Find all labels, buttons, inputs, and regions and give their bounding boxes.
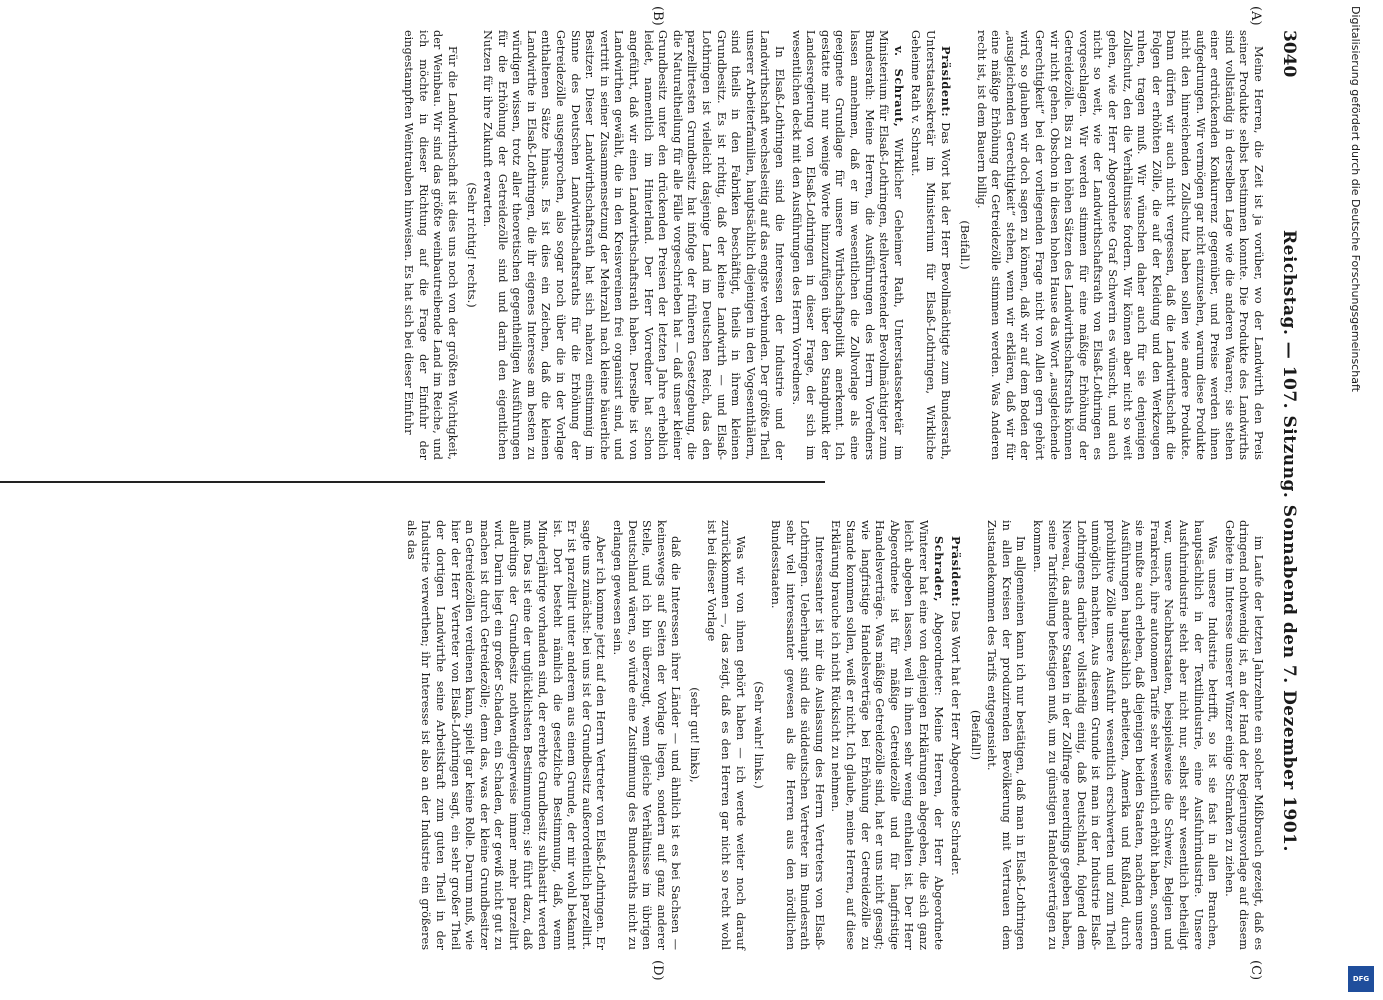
paragraph: Meine Herren, die Zeit ist ja vorüber, wo der Landwirth den Preis seiner Produkte selbst bestimmen konnte. Die Produkte des Landwirths sind vollständig in derselben Lage wie die anderen Waaren; sie stehen einer erdrückenden Konkurrenz gegenüber, und Preise werden ihnen aufgedrungen. Wir vermögen gar nicht einzusehen, warum diese Produkte nicht den hinreichenden Zollschutz haben sollen wie andere Produkte. Dann dürfen wir auch nicht vergessen, daß die Landwirthschaft die Folgen der erhöhten Zölle, die auf der Kleidung und den Werkzeugen ruhen, tragen muß. Wir wünschen daher auch für sie denjenigen Zollschutz, den die Verhältnisse fordern. Wir können aber nicht so weit gehen, wie der Herr Abgeordnete Graf Schwerin es wünscht, und auch nicht so weit, wie der Landwirthschaftsrath von Elsaß-Lothringen es vorgeschlagen. Wir werden stimmen für eine mäßige Erhöhung der Getreidezölle. Bis zu den höhen Sätzen des Landwirthschaftsraths können wir nicht gehen. Obschon in diesen hohen Hause das Wort „ausgleichende Gerechtigkeit“ bei der vorliegenden Frage nicht von Allen gern gehört wird, so glauben wir doch sagen zu können, daß wir auf dem Boden der „ausgleichenden Gerechtigkeit“ stehen, wenn wir erklären, daß wir für eine mäßige Erhöhung der Getreidezölle stimmen werden. Was Anderen recht ist, ist dem Bauern billig. [974, 30, 1265, 460]
dfg-logo: DFG [1348, 966, 1374, 992]
paragraph [828, 520, 946, 950]
speech-text: Abgeordneter: Meine Herren, der Herr Abgeordnete Winterer hat eine von denjenigen Erklärungen abgegeben, die sich ganz leicht abgeben lassen, weil in ihnen sehr wenig enthalten ist. Der Herr Abgeordnete ist für mäßige Getreidezölle und für langfristige Handelsverträge. Was mäßige Getreidezölle sind, hat er uns nicht gesagt; wie langfristige Handelsverträge bei Erhöhung der Getreidezölle zu Stande kommen sollen, weiß er nicht. Ich glaube, meine Herren, auf diese Erklärung brauche ich nicht Rücksicht zu nehmen. [829, 520, 945, 951]
page-header [1265, 30, 1305, 970]
paragraph: Was wir von ihnen gehört haben — ich werde weiter noch darauf zurückkommen —, das zeigt, daß es den Herren gar nicht so recht wohl ist bei dieser Vorlage [704, 520, 747, 950]
right-column [401, 520, 1265, 950]
speech-text: Wirklicher Geheimer Rath, Unterstaatssekretär im Ministerium für Elsaß-Lothringen, stellvertretender Bevollmächtigter zum Bundesrath: Meine Herren, die Ausführungen des Herrn Vorredners lassen annehmen, daß er im wesentlichen die Zollvorlage als eine geeignete Grundlage für unsere Wirthschaftspolitik anerkennt. Ich gestatte mir nur wenige Worte hinzuzufügen über den Standpunkt der Landesregierung von Elsaß-Lothringen in dieser Frage, der sich im wesentlichen deckt mit den Ausführungen des Herrn Vorredners. [789, 30, 905, 460]
paragraph [948, 520, 964, 950]
page-number: 3040 [1279, 30, 1299, 78]
paragraph: im Laufe der letzten Jahrzehnte ein solcher Mißbrauch gezeigt, daß es dringend nothwendig ist, an der Hand der Regierungsvorlage auf diesem Gebiete im Interesse unserer Winzer einige Schranken zu ziehen. [1222, 520, 1265, 950]
paragraph: Was unsere Industrie betrifft, so ist sie fast in allen Branchen, hauptsächlich in der Textilindustrie, eine Ausfuhrindustrie. Unsere Ausfuhrindustrie steht aber nicht nur, selbst sehr wesentlich betheiligt war, unsere Nachbarstaaten, beispielsweise die Schweiz, Belgien und Frankreich, ihre autonomen Tarife sehr wesentlich erhöht haben, sondern sie mußte auch erleben, daß diejenigen beiden Staaten, nachdem unsere Ausführungen hauptsächlich arbeiteten, Amerika und Rußland, durch prohibitive Zölle unsere Ausfuhr wesentlich erschwerten und zum Theil unmöglich machten. Aus diesem Grunde ist man in der Industrie Elsaß-Lothringens darüber vollständig einig, daß Deutschland, folgend dem Nieveau, das andere Staaten in der Zollfrage neuerdings gegeben haben, seine Tarifstellung befestigen muß, um zu günstigen Handelsverträgen zu kommen. [1031, 520, 1220, 950]
speaker-name: v. Schraut, [891, 46, 906, 128]
applause-note: (Beifall!) [968, 709, 982, 761]
margin-mark-d: (D) [650, 960, 665, 981]
speaker-name: Präsident: [949, 536, 964, 608]
paragraph: Für die Landwirthschaft ist dies uns noch von der größten Wichtigkeit, der Weinbau. Wir sind das größte weinbautreibende Land im Reiche, und ich möchte in dieser Richtung auf die Frage der Einfuhr der eingestampften Weintrauben hinweisen. Es hat sich bei dieser Einfuhr [402, 30, 459, 460]
margin-mark-a: (A) [1248, 6, 1263, 26]
paragraph: Im allgemeinen kann ich nur bestätigen, daß man in Elsaß-Lothringen in allen Kreisen der produzirenden Bevölkerung mit Vertrauen dem Zustandekommen des Tarifs entgegensieht. [985, 520, 1028, 950]
left-column [399, 30, 1265, 460]
paragraph: daß die Interessen ihrer Länder — und ähnlich ist es bei Sachsen — keineswegs auf Seiten der Vorlage liegen, sondern auf ganz anderer Stelle, und ich bin überzeugt, wenn gleiche Verhältnisse im übrigen Deutschland wären, so würde eine Zustimmung des Bundesraths nicht zu erlangen gewesen sein. [611, 520, 683, 950]
interjection-note: (sehr gut! links), [688, 687, 702, 783]
applause-note: (Beifall.) [958, 220, 972, 270]
digitization-footer [1342, 0, 1382, 1000]
speech-text: Das Wort hat der Herr Bevollmächtigte zum Bundesrath, Unterstaatssekretär im Ministerium für Elsaß-Lothringen, Wirkliche Geheime Rath v. Schraut. [909, 30, 952, 461]
margin-mark-b: (B) [650, 6, 665, 26]
interjection-note: (Sehr wahr! links.) [752, 681, 766, 789]
paragraph: In Elsaß-Lothringen sind die Interessen der Industrie und der Landwirthschaft wechselseitig auf das engste verbunden. Der größte Theil unserer Arbeiterfamilien, hauptsächlich diejenigen in den Vogesenthälern, sind theils in den Fabriken beschäftigt, theils in ihrem kleinen Grundbesitz. Es ist richtig, daß der kleine Landwirth — und Elsaß-Lothringen ist vielleicht dasjenige Land im Deutschen Reich, das den parzellirtesten Grundbesitz hat infolge der früheren Gesetzgebung, die die Naturaltheilung für alle Fälle vorgeschrieben hat — daß unser kleiner Grundbesitz unter den drückenden Preisen der letzten Jahre erheblich leidet, namentlich im Hinterland. Der Herr Vorredner hat schon angeführt, daß wir einen Landwirthschaftsrath haben. Derselbe ist von Landwirthen gewählt, die in den Kreisvereinen frei organisirt sind, und vertritt in seiner Zusammensetzung der Mehrzahl nach kleine bäuerliche Besitzer. Dieser Landwirthschaftsrath hat sich nahezu einstimmig im Sinne des Deutschen Landwirthschaftsraths für die Erhöhung der Getreidezölle ausgesprochen, also sogar noch über die in der Vorlage enthaltenen Sätze hinaus. Es ist dies ein Zeichen, daß die kleinen Landwirthe in Elsaß-Lothringen, die ihr eigenes Interesse am besten zu würdigen wissen, trotz aller theoretischen gegentheiligen Ausführungen für die Erhöhung der Getreidezölle sind und darin den eigentlichen Nutzen für ihre Zukunft erwarten. [481, 30, 786, 460]
margin-mark-c: (C) [1248, 960, 1263, 981]
paragraph: Interessanter ist mir die Auslassung des Herrn Vertreters von Elsaß-Lothringen. Ueberhaupt sind die süddeutschen Vertreter im Bundesrath sehr viel interessanter gewesen als die Herren aus den nördlichen Bundesstaaten. [769, 520, 826, 950]
paragraph: Aber ich komme jetzt auf den Herrn Vertreter von Elsaß-Lothringen. Er sagte uns zunächst: bei uns ist der Grundbesitz außerordentlich parzellirt. Er ist parzellirt unter anderem aus einem Grunde, der mir wohl bekannt ist. Dort besteht nämlich die gesetzliche Bestimmung, daß, wenn Minderjährige vorhanden sind, der ererbte Grundbesitz subhastirt werden muß. Das ist eine der unglücklichsten Bestimmungen; sie führt dazu, daß allerdings der Grundbesitz nothwendigerweise immer mehr parzellirt wird. Darin liegt ein großer Schaden, ein Schaden, der gewiß nicht gut zu machen ist durch Getreidezölle; denn das, was der kleine Grundbesitzer an Getreidezöllen verdienen kann, spielt gar keine Rolle. Darum muß, wie hier der Herr Vertreter von Elsaß-Lothringen sagt, ein sehr großer Theil der dortigen Landwirthe seine Arbeitskraft zum guten Theil in der Industrie verwerthen; ihr Interesse ist also an der Industrie ein größeres als das [404, 520, 608, 950]
digitization-note: Digitalisierung gefördert durch die Deutsche Forschungsgemeinschaft [1349, 6, 1362, 392]
speaker-name: Präsident: [938, 46, 953, 118]
column-divider [0, 481, 825, 483]
paragraph [788, 30, 906, 460]
speech-text: Das Wort hat der Herr Abgeordnete Schrader. [949, 610, 963, 876]
running-title: Reichstag. — 107. Sitzung. Sonnabend den 7. Dezember 1901. [1279, 230, 1299, 852]
applause-note: (Sehr richtig! rechts.) [464, 182, 478, 308]
speaker-name: Schrader, [931, 536, 946, 603]
paragraph [908, 30, 953, 460]
